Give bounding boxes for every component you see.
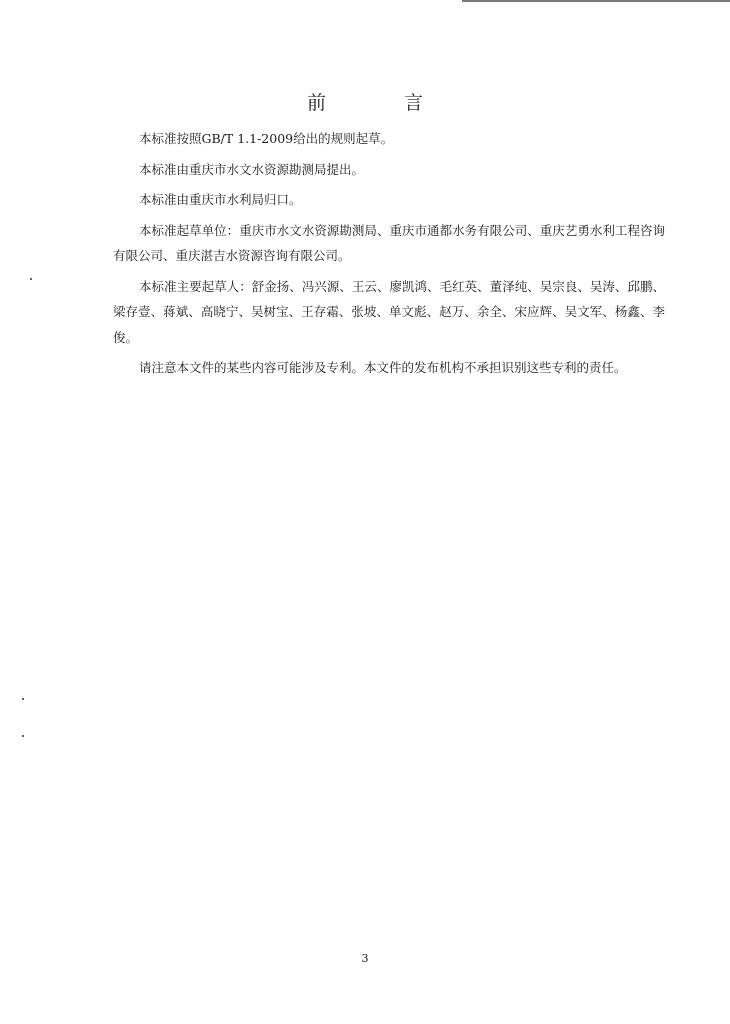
page-title: 前 言 <box>306 92 460 114</box>
paragraph-administrator: 本标准由重庆市水利局归口。 <box>139 192 302 207</box>
scan-edge-rule <box>462 0 730 2</box>
scan-speck <box>30 278 32 280</box>
scan-speck <box>22 735 24 737</box>
paragraph-drafters: 本标准主要起草人：舒金扬、冯兴源、王云、廖凯鸿、毛红英、董泽纯、吴宗良、吴涛、邱鹏、梁存壹、蒋斌、高晓宁、吴树宝、王存霜、张坡、单文彪、赵万、余全、宋应辉、吴文军、杨鑫、李俊。 <box>113 278 665 345</box>
paragraph-drafting-rules: 本标准按照GB/T 1.1-2009给出的规则起草。 <box>139 131 394 146</box>
scan-speck <box>22 698 24 700</box>
paragraph-drafting-units: 本标准起草单位：重庆市水文水资源勘测局、重庆市通都水务有限公司、重庆艺勇水利工程咨询有限公司、重庆湛吉水资源咨询有限公司。 <box>113 222 665 263</box>
paragraph-patent-notice: 请注意本文件的某些内容可能涉及专利。本文件的发布机构不承担识别这些专利的责任。 <box>139 360 627 375</box>
page-number: 3 <box>361 952 369 965</box>
foreword-body <box>113 126 665 381</box>
paragraph-proposer: 本标准由重庆市水文水资源勘测局提出。 <box>139 161 365 177</box>
